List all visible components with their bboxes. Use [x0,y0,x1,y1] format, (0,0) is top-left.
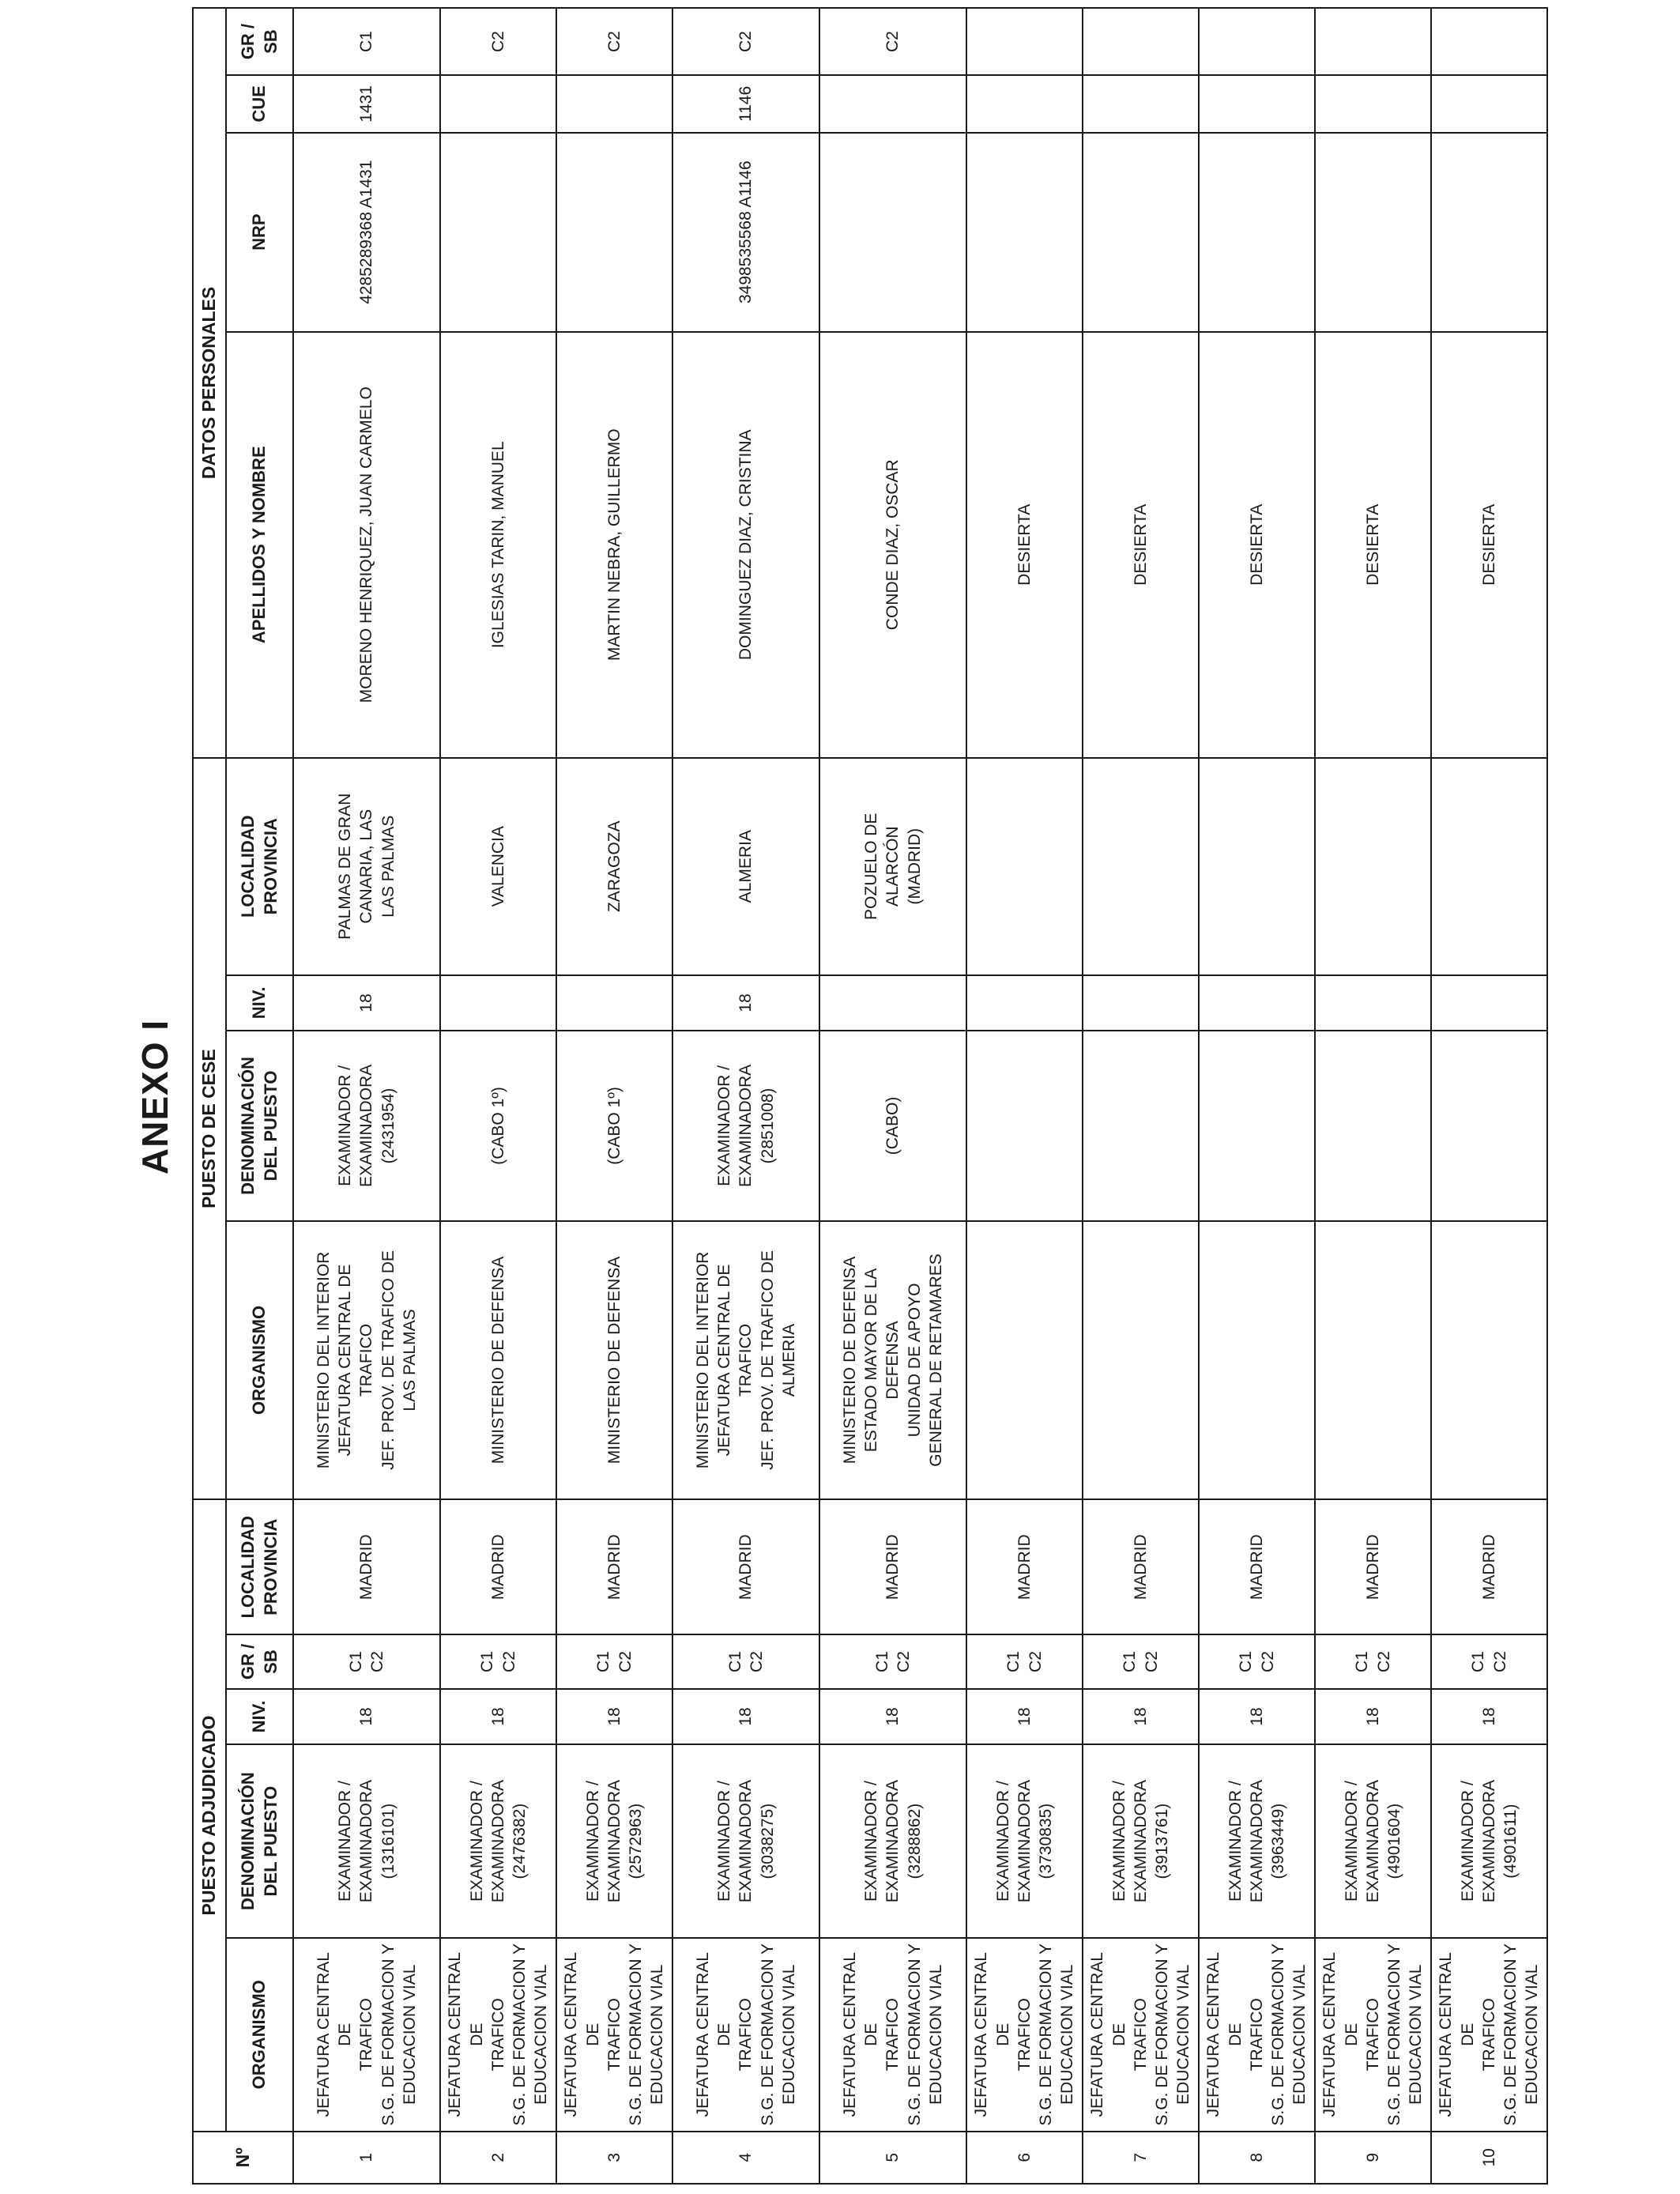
cell-niv: 18 [1315,1689,1431,1745]
cell-niv: 18 [966,1689,1083,1745]
cell-denominacion: EXAMINADOR / EXAMINADORA (2476382) [440,1744,556,1938]
cell-nombre: DESIERTA [966,332,1083,758]
cell-organismo: JEFATURA CENTRAL DE TRAFICO S.G. DE FORMACION Y EDUCACION VIAL [1315,1938,1431,2132]
cell-grsb: C1 C2 [440,1634,556,1688]
header-num: Nº [193,2132,293,2184]
cell-localidad: MADRID [1315,1499,1431,1634]
cell-denominacion: EXAMINADOR / EXAMINADORA (3913761) [1083,1744,1199,1938]
cell-cese-niv [966,975,1083,1031]
cell-nrp [1315,133,1431,332]
cell-niv: 18 [1199,1689,1315,1745]
cell-cese-niv: 18 [293,975,440,1031]
cell-cese-organismo [1315,1221,1431,1500]
cell-cese-organismo: MINISTERIO DE DEFENSA [440,1221,556,1500]
cell-cue [1199,75,1315,133]
cell-cue: 1146 [672,75,819,133]
page-title: ANEXO I [134,1019,175,1175]
cell-grsb: C1 C2 [672,1634,819,1688]
cell-organismo: JEFATURA CENTRAL DE TRAFICO S.G. DE FORMACION Y EDUCACION VIAL [440,1938,556,2132]
table-row [1199,8,1315,2184]
cell-nrp: 4285289368 A1431 [293,133,440,332]
table-row [672,8,819,2184]
header-cue: CUE [226,75,293,133]
cell-nombre: DESIERTA [1083,332,1199,758]
cell-cese-denominacion: EXAMINADOR / EXAMINADORA (2851008) [672,1031,819,1221]
cell-cese-denominacion [1431,1031,1547,1221]
table-row [440,8,556,2184]
cell-cese-organismo [966,1221,1083,1500]
cell-denominacion: EXAMINADOR / EXAMINADORA (3963449) [1199,1744,1315,1938]
cell-niv: 18 [819,1689,966,1745]
table-row [1083,8,1199,2184]
table-row [1431,8,1547,2184]
cell-num: 7 [1083,2132,1199,2184]
cell-gr [1083,8,1199,75]
cell-cese-denominacion: (CABO 1º) [556,1031,672,1221]
cell-gr: C2 [819,8,966,75]
header-denominacion: DENOMINACIÓN DEL PUESTO [226,1744,293,1938]
header-organismo: ORGANISMO [226,1938,293,2132]
cell-nombre: DESIERTA [1199,332,1315,758]
cell-cese-organismo: MINISTERIO DEL INTERIOR JEFATURA CENTRAL DE TRAFICO JEF. PROV. DE TRAFICO DE ALMERIA [672,1221,819,1500]
cell-cese-niv [1083,975,1199,1031]
cell-cese-denominacion: (CABO) [819,1031,966,1221]
cell-nrp [819,133,966,332]
cell-nrp [966,133,1083,332]
cell-localidad: MADRID [1199,1499,1315,1634]
cell-organismo: JEFATURA CENTRAL DE TRAFICO S.G. DE FORMACION Y EDUCACION VIAL [1431,1938,1547,2132]
header-niv: NIV. [226,1689,293,1745]
cell-nrp [1199,133,1315,332]
cell-grsb: C1 C2 [1315,1634,1431,1688]
cell-cue [966,75,1083,133]
cell-localidad: MADRID [556,1499,672,1634]
table-row [1315,8,1431,2184]
cell-cese-niv [1315,975,1431,1031]
cell-denominacion: EXAMINADOR / EXAMINADORA (1316101) [293,1744,440,1938]
cell-cese-denominacion [966,1031,1083,1221]
header-grsb: GR / SB [226,1634,293,1688]
cell-cese-organismo [1199,1221,1315,1500]
cell-cese-denominacion: EXAMINADOR / EXAMINADORA (2431954) [293,1031,440,1221]
cell-localidad: MADRID [819,1499,966,1634]
cell-cese-localidad [1431,758,1547,975]
cell-num: 2 [440,2132,556,2184]
cell-cese-denominacion [1083,1031,1199,1221]
cell-nrp [1083,133,1199,332]
cell-nombre: DESIERTA [1431,332,1547,758]
cell-cese-niv [1199,975,1315,1031]
cell-niv: 18 [1083,1689,1199,1745]
cell-organismo: JEFATURA CENTRAL DE TRAFICO S.G. DE FORMACION Y EDUCACION VIAL [1199,1938,1315,2132]
cell-cese-localidad [966,758,1083,975]
cell-cese-organismo: MINISTERIO DE DEFENSA ESTADO MAYOR DE LA DEFENSA UNIDAD DE APOYO GENERAL DE RETAMARES [819,1221,966,1500]
cell-cese-organismo: MINISTERIO DE DEFENSA [556,1221,672,1500]
cell-nombre: CONDE DIAZ, OSCAR [819,332,966,758]
cell-cese-localidad: ALMERIA [672,758,819,975]
cell-num: 3 [556,2132,672,2184]
cell-gr [1199,8,1315,75]
column-header-row [226,8,293,2184]
cell-cese-localidad [1315,758,1431,975]
cell-niv: 18 [440,1689,556,1745]
rotated-table-container [192,7,1542,2185]
cell-num: 8 [1199,2132,1315,2184]
cell-organismo: JEFATURA CENTRAL DE TRAFICO S.G. DE FORMACION Y EDUCACION VIAL [1083,1938,1199,2132]
cell-cese-denominacion: (CABO 1º) [440,1031,556,1221]
cell-denominacion: EXAMINADOR / EXAMINADORA (3730835) [966,1744,1083,1938]
table-body [293,8,1547,2184]
cell-gr [966,8,1083,75]
cell-cese-denominacion [1199,1031,1315,1221]
header-cese-denominacion: DENOMINACIÓN DEL PUESTO [226,1031,293,1221]
cell-grsb: C1 C2 [293,1634,440,1688]
cell-denominacion: EXAMINADOR / EXAMINADORA (4901611) [1431,1744,1547,1938]
cell-niv: 18 [293,1689,440,1745]
cell-niv: 18 [556,1689,672,1745]
cell-gr [1315,8,1431,75]
cell-nombre: IGLESIAS TARIN, MANUEL [440,332,556,758]
cell-denominacion: EXAMINADOR / EXAMINADORA (3038275) [672,1744,819,1938]
cell-nombre: MARTIN NEBRA, GUILLERMO [556,332,672,758]
cell-cue [556,75,672,133]
cell-cese-organismo [1083,1221,1199,1500]
cell-organismo: JEFATURA CENTRAL DE TRAFICO S.G. DE FORMACION Y EDUCACION VIAL [293,1938,440,2132]
cell-localidad: MADRID [1083,1499,1199,1634]
cell-nrp [1431,133,1547,332]
cell-cese-localidad: VALENCIA [440,758,556,975]
cell-cese-organismo [1431,1221,1547,1500]
cell-cue [1083,75,1199,133]
cell-num: 6 [966,2132,1083,2184]
cell-nombre: MORENO HENRIQUEZ, JUAN CARMELO [293,332,440,758]
cell-gr [1431,8,1547,75]
cell-num: 4 [672,2132,819,2184]
cell-cese-localidad: POZUELO DE ALARCÓN (MADRID) [819,758,966,975]
cell-denominacion: EXAMINADOR / EXAMINADORA (2572963) [556,1744,672,1938]
cell-cue [1315,75,1431,133]
section-header-row [193,8,226,2184]
cell-cese-localidad: ZARAGOZA [556,758,672,975]
section-puesto-adjudicado: PUESTO ADJUDICADO [193,1499,226,2131]
cell-niv: 18 [1431,1689,1547,1745]
header-nrp: NRP [226,133,293,332]
cell-cese-localidad [1199,758,1315,975]
cell-cese-niv [556,975,672,1031]
cell-gr: C2 [672,8,819,75]
cell-cese-localidad: PALMAS DE GRAN CANARIA, LAS LAS PALMAS [293,758,440,975]
cell-cese-niv [819,975,966,1031]
cell-niv: 18 [672,1689,819,1745]
cell-denominacion: EXAMINADOR / EXAMINADORA (3288862) [819,1744,966,1938]
cell-gr: C2 [440,8,556,75]
cell-localidad: MADRID [440,1499,556,1634]
header-cese-localidad: LOCALIDAD PROVINCIA [226,758,293,975]
cell-cese-niv [440,975,556,1031]
cell-nrp [440,133,556,332]
cell-localidad: MADRID [966,1499,1083,1634]
cell-num: 1 [293,2132,440,2184]
cell-organismo: JEFATURA CENTRAL DE TRAFICO S.G. DE FORMACION Y EDUCACION VIAL [966,1938,1083,2132]
cell-nombre: DOMINGUEZ DIAZ, CRISTINA [672,332,819,758]
cell-cue: 1431 [293,75,440,133]
cell-gr: C1 [293,8,440,75]
cell-grsb: C1 C2 [556,1634,672,1688]
cell-cese-niv: 18 [672,975,819,1031]
table-row [556,8,672,2184]
header-cese-organismo: ORGANISMO [226,1221,293,1500]
cell-localidad: MADRID [672,1499,819,1634]
cell-num: 9 [1315,2132,1431,2184]
cell-cue [440,75,556,133]
cell-cese-organismo: MINISTERIO DEL INTERIOR JEFATURA CENTRAL DE TRAFICO JEF. PROV. DE TRAFICO DE LAS PALMAS [293,1221,440,1500]
table-row [293,8,440,2184]
anexo-table [192,7,1548,2185]
cell-nombre: DESIERTA [1315,332,1431,758]
cell-grsb: C1 C2 [1083,1634,1199,1688]
cell-denominacion: EXAMINADOR / EXAMINADORA (4901604) [1315,1744,1431,1938]
cell-gr: C2 [556,8,672,75]
header-localidad: LOCALIDAD PROVINCIA [226,1499,293,1634]
table-row [966,8,1083,2184]
cell-cese-localidad [1083,758,1199,975]
cell-organismo: JEFATURA CENTRAL DE TRAFICO S.G. DE FORMACION Y EDUCACION VIAL [819,1938,966,2132]
cell-nrp [556,133,672,332]
cell-organismo: JEFATURA CENTRAL DE TRAFICO S.G. DE FORMACION Y EDUCACION VIAL [556,1938,672,2132]
header-nombre: APELLIDOS Y NOMBRE [226,332,293,758]
cell-grsb: C1 C2 [1199,1634,1315,1688]
cell-localidad: MADRID [1431,1499,1547,1634]
table-row [819,8,966,2184]
cell-cue [1431,75,1547,133]
cell-grsb: C1 C2 [966,1634,1083,1688]
cell-grsb: C1 C2 [819,1634,966,1688]
cell-grsb: C1 C2 [1431,1634,1547,1688]
section-datos-personales: DATOS PERSONALES [193,8,226,758]
header-gr: GR / SB [226,8,293,75]
cell-nrp: 3498535568 A1146 [672,133,819,332]
cell-cue [819,75,966,133]
header-cese-niv: NIV. [226,975,293,1031]
cell-cese-denominacion [1315,1031,1431,1221]
cell-cese-niv [1431,975,1547,1031]
section-puesto-cese: PUESTO DE CESE [193,758,226,1499]
cell-localidad: MADRID [293,1499,440,1634]
cell-num: 5 [819,2132,966,2184]
cell-organismo: JEFATURA CENTRAL DE TRAFICO S.G. DE FORMACION Y EDUCACION VIAL [672,1938,819,2132]
cell-num: 10 [1431,2132,1547,2184]
